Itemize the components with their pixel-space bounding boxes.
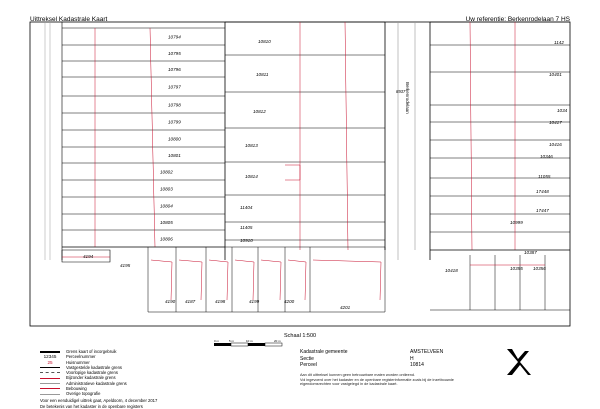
parcel-number: 10806 (160, 236, 173, 242)
parcel-number: 10800 (168, 136, 181, 142)
red-boundary (235, 260, 254, 300)
parcel-number: 10813 (245, 143, 258, 148)
parcel-info (300, 349, 443, 368)
red-boundary (288, 260, 306, 300)
red-boundary (313, 260, 381, 300)
parcel-number: 11405 (240, 225, 253, 230)
parcel-number: 10797 (168, 84, 181, 90)
parcel-number: 10814 (245, 174, 258, 179)
scale-tick: 10 m (246, 339, 253, 343)
parcel-number: 4198 (215, 299, 226, 304)
legend-item: 12345 Perceelnummer (43, 354, 96, 360)
parcel-number: 4187 (185, 299, 196, 304)
scale-tick: 0 m (214, 339, 220, 343)
legend-item: Bebouwing (40, 386, 280, 391)
red-boundary (261, 260, 281, 300)
info-value: AMSTELVEEN (410, 349, 444, 356)
parcel-number: 10418 (445, 268, 458, 273)
red-boundary (179, 260, 202, 300)
parcel-number: 1142 (554, 40, 564, 45)
red-boundary (209, 260, 228, 300)
parcel-number: 10803 (160, 186, 173, 192)
legend-item: Overige topografie (40, 391, 280, 396)
parcel-number: 10346 (540, 154, 553, 159)
parcel-number: 10801 (168, 153, 181, 158)
parcel-number: 11404 (240, 205, 253, 210)
kadaster-logo-icon (505, 347, 531, 382)
parcel-number: 10387 (524, 250, 537, 255)
parcel-number: 10796 (168, 67, 181, 72)
legend-item: Administratieve kadastrale grens (40, 381, 280, 386)
street-label: Berkenrodelaan (405, 82, 410, 114)
parcel-number: 10794 (168, 34, 181, 40)
info-key: Kadastrale gemeente (300, 349, 348, 356)
parcel-number: 17447 (536, 208, 549, 213)
boundary-lines (45, 22, 570, 312)
legend-item: Vastgestelde kadastrale grens (40, 365, 280, 370)
red-boundary (285, 165, 300, 180)
parcel-number: 4190 (165, 299, 176, 304)
parcel-number: 10804 (160, 203, 173, 209)
parcel-number: 10805 (160, 220, 173, 225)
parcel-number: 10812 (253, 109, 266, 114)
parcel-number: 4195 (120, 263, 131, 268)
info-value: 10814 (410, 361, 424, 368)
parcel-number: 10416 (549, 142, 562, 147)
legend (40, 349, 280, 409)
scale-tick: 5 m (229, 339, 235, 343)
parcel-number: 11055 (538, 174, 551, 179)
parcel-number: 4194 (83, 254, 94, 259)
legend-footnote: De betekenis van het kadaster in de openbare registers (40, 403, 143, 409)
reference: Uw referentie: Berkenrodelaan 7 HS (465, 16, 570, 23)
parcel-number: 4200 (284, 299, 295, 304)
parcel-number: 10795 (168, 51, 181, 56)
parcel-number: 4199 (249, 299, 260, 304)
info-key: Sectie (300, 355, 314, 362)
parcel-number: 10910 (240, 238, 253, 243)
parcel-number: 10810 (258, 39, 271, 44)
parcel-number: 10417 (549, 120, 562, 125)
parcel-number: 10356 (533, 266, 546, 271)
parcel-number: 10811 (256, 72, 269, 77)
legend-footnote: Voor een eenduidigel uittrek gaat, Apeldoorn, 4 december 2017 (40, 397, 158, 403)
disclaimer: Aan dit uittreksel kunnen geen betrouwbare maten worden ontleend. Vol ingevoerd over het kadaster en de openbare registerinformatie zoals bij de inzetbouwde eigendomsrechten voor vastgelegd in de kadastrale kaart. (300, 373, 454, 387)
parcel-number: 10802 (160, 169, 173, 175)
legend-item: Voorlopige kadastrale grens (40, 370, 280, 375)
parcel-number: 17448 (536, 189, 549, 194)
map-title: Uittreksel Kadastrale Kaart (30, 16, 108, 23)
red-boundary (151, 260, 172, 300)
parcel-number: 10799 (168, 119, 181, 125)
parcel-number: 1034 (557, 108, 568, 113)
legend-item: Grens kaart of incorgebruik (40, 349, 280, 354)
street-label-group (405, 82, 410, 114)
scale-tick: 20 m (274, 339, 281, 343)
red-boundary (345, 22, 348, 250)
parcel-number: 8937 (396, 89, 406, 94)
parcel-number: 10798 (168, 102, 181, 108)
parcel-number: 4201 (340, 305, 351, 310)
parcel-number: 10999 (510, 220, 523, 225)
parcel-number: 10401 (549, 72, 562, 77)
legend-item: 25 Huisnummer (47, 359, 90, 365)
scale-label: Schaal 1:500 (284, 333, 317, 339)
legend-item: Bijzonder kadastrale grens (40, 375, 280, 380)
red-boundary (470, 22, 472, 250)
info-value: H (410, 355, 414, 362)
parcel-number: 10355 (510, 266, 523, 271)
info-key: Perceel (300, 361, 317, 368)
